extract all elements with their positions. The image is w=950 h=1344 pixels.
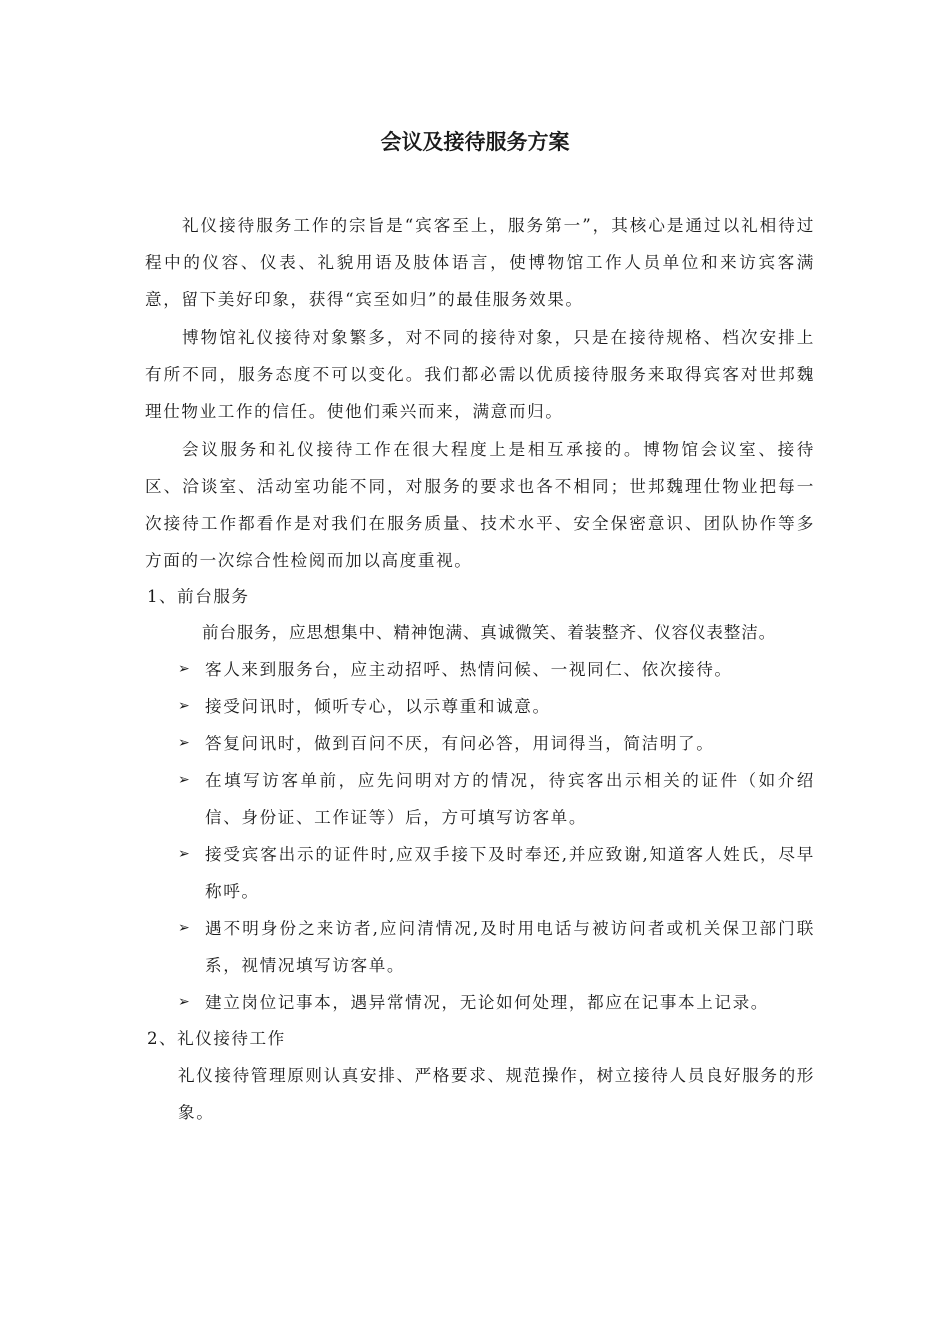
list-item	[145, 984, 815, 1021]
list-item	[145, 836, 815, 910]
arrow-bullet-icon: ➢	[178, 994, 190, 1010]
intro-paragraph-3: 会议服务和礼仪接待工作在很大程度上是相互承接的。博物馆会议室、接待区、洽谈室、活动室功能不同，对服务的要求也各不相同；世邦魏理仕物业把每一次接待工作都看作是对我们在服务质量、技术水平、安全保密意识、团队协作等多方面的一次综合性检阅而加以高度重视。	[145, 440, 815, 570]
arrow-bullet-icon: ➢	[178, 846, 190, 862]
list-item	[145, 688, 815, 725]
bullet-text: 答复问讯时，做到百问不厌，有问必答，用词得当，简洁明了。	[205, 734, 715, 753]
list-item	[145, 762, 815, 836]
arrow-bullet-icon: ➢	[178, 920, 190, 936]
reception-paragraph: 礼仪接待管理原则认真安排、严格要求、规范操作，树立接待人员良好服务的形象。	[178, 1066, 815, 1122]
bullet-text: 在填写访客单前，应先问明对方的情况，待宾客出示相关的证件（如介绍信、身份证、工作证等）后，方可填写访客单。	[205, 771, 815, 827]
intro-paragraph-1: 礼仪接待服务工作的宗旨是“宾客至上，服务第一”，其核心是通过以礼相待过程中的仪容、仪表、礼貌用语及肢体语言，使博物馆工作人员单位和来访宾客满意，留下美好印象，获得“宾至如归”的最佳服务效果。	[145, 216, 815, 309]
bullet-text: 接受问讯时，倾听专心，以示尊重和诚意。	[205, 697, 551, 716]
front-desk-bullet-list	[145, 651, 815, 1021]
list-item	[145, 910, 815, 984]
front-desk-intro: 前台服务，应思想集中、精神饱满、真诚微笑、着装整齐、仪容仪表整洁。	[202, 623, 776, 642]
bullet-text: 遇不明身份之来访者,应问清情况,及时用电话与被访问者或机关保卫部门联系，视情况填写访客单。	[205, 919, 815, 975]
section-heading-front-desk: 1、前台服务	[147, 587, 250, 606]
bullet-text: 接受宾客出示的证件时,应双手接下及时奉还,并应致谢,知道客人姓氏，尽早称呼。	[205, 845, 815, 901]
arrow-bullet-icon: ➢	[178, 661, 190, 677]
document-title: 会议及接待服务方案	[380, 130, 570, 155]
document-body	[145, 207, 815, 1131]
list-item	[145, 725, 815, 762]
intro-paragraph-2: 博物馆礼仪接待对象繁多，对不同的接待对象，只是在接待规格、档次安排上有所不同，服务态度不可以变化。我们都必需以优质接待服务来取得宾客对世邦魏理仕物业工作的信任。使他们乘兴而来，满意而归。	[145, 328, 815, 421]
bullet-text: 建立岗位记事本，遇异常情况，无论如何处理，都应在记事本上记录。	[205, 993, 770, 1012]
arrow-bullet-icon: ➢	[178, 698, 190, 714]
bullet-text: 客人来到服务台，应主动招呼、热情问候、一视同仁、依次接待。	[205, 660, 733, 679]
list-item	[145, 651, 815, 688]
section-heading-reception: 2、礼仪接待工作	[147, 1029, 286, 1048]
arrow-bullet-icon: ➢	[178, 772, 190, 788]
arrow-bullet-icon: ➢	[178, 735, 190, 751]
